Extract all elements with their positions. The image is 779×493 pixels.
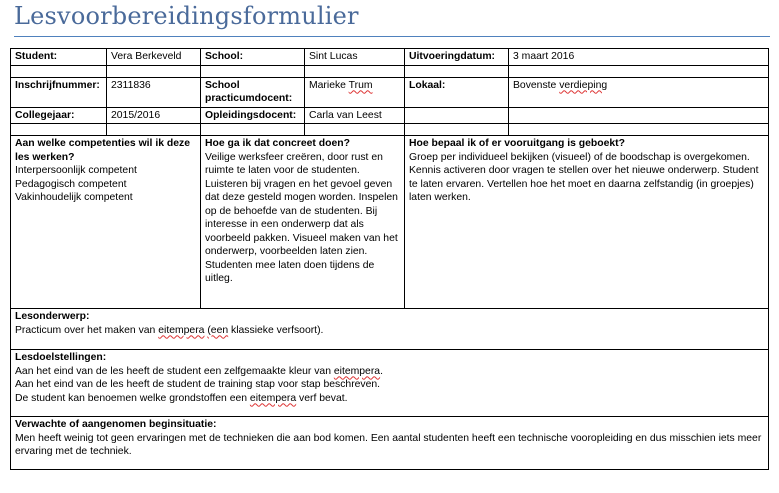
lesdoel-heading: Lesdoelstellingen: [15, 352, 107, 364]
lesonderwerp-cell[interactable] [11, 309, 769, 350]
row-beginsituatie [11, 417, 769, 470]
row-inschrijf [11, 77, 769, 107]
competencies-heading: Aan welke competenties wil ik deze les werken? [15, 138, 190, 163]
school-value[interactable]: Sint Lucas [305, 49, 405, 66]
row-lesdoel [11, 350, 769, 417]
concrete-heading: Hoe ga ik dat concreet doen? [205, 138, 350, 150]
lesdoel-line [15, 392, 764, 406]
document-title: Lesvoorbereidingsformulier [14, 2, 359, 30]
row-competencies [11, 136, 769, 309]
practicum-value[interactable] [305, 77, 405, 107]
opleidings-label: Opleidingsdocent: [201, 107, 305, 124]
row-student [11, 49, 769, 66]
beginsituatie-text: Men heeft weinig tot geen ervaringen met de technieken die aan bod komen. Een aantal studenten heeft een technische vooropleiding en dus misschien iets meer ervaring met de techniek. [15, 432, 762, 458]
competency-item: Pedagogisch competent [15, 178, 127, 190]
date-value[interactable]: 3 maart 2016 [509, 49, 769, 66]
lesdoel-line-part: De student kan benoemen welke grondstoffen een [15, 392, 250, 404]
school-label: School: [201, 49, 305, 66]
beginsituatie-heading: Verwachte of aangenomen beginsituatie: [15, 419, 217, 431]
practicum-value-last: Trum [348, 79, 373, 91]
inschrijf-label: Inschrijfnummer: [11, 77, 107, 107]
lesdoel-line-part: eitempera [333, 365, 381, 377]
opleidings-value[interactable]: Carla van Leest [305, 107, 405, 124]
lesonderwerp-heading: Lesonderwerp: [15, 311, 90, 323]
lesdoel-cell[interactable] [11, 350, 769, 417]
practicum-value-first: Marieke [309, 79, 349, 91]
competencies-cell[interactable] [11, 136, 201, 309]
lesdoel-line-part: Aan het eind van de les heeft de student een zelfgemaakte kleur van [15, 365, 334, 377]
student-label: Student: [11, 49, 107, 66]
competency-item: Interpersoonlijk competent [15, 165, 137, 177]
lesdoel-line-part: eitempera [249, 392, 297, 404]
title-underline [14, 36, 770, 37]
lokaal-value-first: Bovenste [513, 79, 560, 91]
inschrijf-value[interactable]: 2311836 [107, 77, 201, 107]
concrete-text: Veilige werksfeer creëren, door rust en ruimte te laten voor de studenten. Luisteren bij vragen en het gevoel geven dat deze gesteld mogen worden. Inspelen op de behoefde van de studenten. Bij interesse in een onderwerp dat als voorbeeld pakken. Visueel maken van het onderwerp, voorbeelden laten zien. Studenten mee laten doen tijdens de uitleg. [205, 151, 398, 285]
empty-cell[interactable] [509, 107, 769, 124]
lesonderwerp-text-part: Practicum over het maken van [15, 324, 159, 336]
empty-cell[interactable] [405, 107, 509, 124]
practicum-label: School practicumdocent: [201, 77, 305, 107]
beginsituatie-cell[interactable] [11, 417, 769, 470]
collegejaar-label: Collegejaar: [11, 107, 107, 124]
lesdoel-line [15, 365, 764, 379]
lokaal-value-last: verdieping [559, 79, 608, 91]
competency-item: Vakinhoudelijk competent [15, 192, 133, 204]
vooruitgang-text: Groep per individueel bekijken (visueel) of de boodschap is overgekomen. Kennis activeren door vragen te stellen over het nieuwe onderwerp. Student te laten ervaren. Vertellen hoe het moet en daarna zelfstandig (in groepjes) laten werken. [409, 151, 759, 204]
lokaal-label: Lokaal: [405, 77, 509, 107]
vooruitgang-heading: Hoe bepaal ik of er vooruitgang is geboekt? [409, 138, 625, 150]
row-lesonderwerp [11, 309, 769, 350]
lokaal-value[interactable] [509, 77, 769, 107]
lesdoel-line: Aan het eind van de les heeft de student de training stap voor stap beschreven. [15, 379, 381, 391]
lesson-form-table [10, 48, 769, 470]
spacer-row-1 [11, 65, 769, 77]
date-label: Uitvoeringdatum: [405, 49, 509, 66]
lesonderwerp-text-part: eitempera [158, 324, 205, 336]
concrete-cell[interactable] [201, 136, 405, 309]
lesdoel-line-part: . [380, 365, 383, 377]
collegejaar-value[interactable]: 2015/2016 [107, 107, 201, 124]
lesonderwerp-text-part: (een [207, 324, 229, 336]
vooruitgang-cell[interactable] [405, 136, 769, 309]
student-value[interactable]: Vera Berkeveld [107, 49, 201, 66]
lesdoel-line-part: verf bevat. [296, 392, 348, 404]
lesonderwerp-text-part: klassieke verfsoort). [228, 324, 324, 336]
row-collegejaar [11, 107, 769, 124]
lesonderwerp-text [15, 324, 764, 338]
spacer-row-2 [11, 124, 769, 136]
